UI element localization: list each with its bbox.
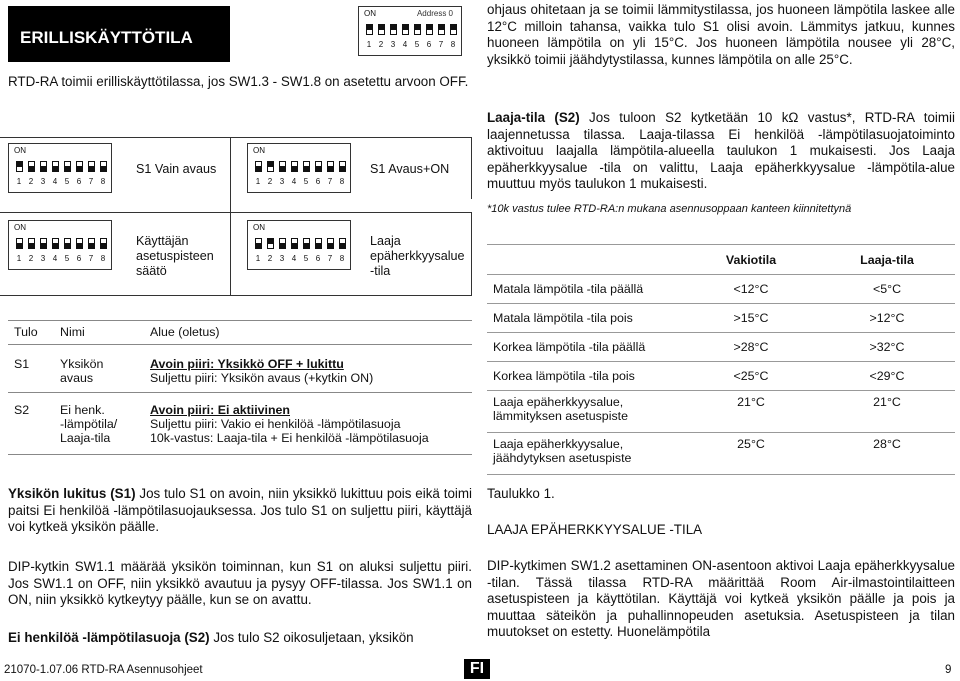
table-row bbox=[487, 333, 955, 362]
body-text: Jos tuloon S2 kytketään 10 kΩ vastus*, RTD-RA toimii laajennetussa tilassa. Laaja-tilassa Ei henkilöä -lämpötilasuojatoiminto aktivoituu laajalla lämpötila-alueella taulukon 1 mukaisesti. Jos Laaja epäherkkyysalue -tila on valittu, Laaja epäherkkyysalue -lämpötila-alue muuttuu myös taulukon 1 mukaisesti. bbox=[487, 110, 955, 191]
cell: Matala lämpötila -tila pois bbox=[487, 304, 683, 333]
body-text: Jos tulo S1 on avoin, niin yksikkö lukittuu pois eikä toimi paitsi Ei henkilöä -lämpötilasuojauksessa. Jos tulo S1 on suljettu piiri, käyttäjä voi kytkeä yksikön päälle. bbox=[8, 486, 472, 534]
line: säätö bbox=[136, 264, 167, 278]
footnote: *10k vastus tulee RTD-RA:n mukana asennusoppaan kanteen kiinnitettynä bbox=[487, 203, 852, 215]
line: 10k-vastus: Laaja-tila + Ei henkilöä -lämpötilasuoja bbox=[150, 431, 429, 445]
body-text: Jos tulo S2 oikosuljetaan, yksikön bbox=[209, 630, 414, 645]
cell: >12°C bbox=[819, 304, 955, 333]
intro-text: RTD-RA toimii erilliskäyttötilassa, jos SW1.3 - SW1.8 on asetettu arvoon OFF. bbox=[8, 74, 469, 89]
dip-number: 2 bbox=[267, 254, 273, 263]
dip-number: 6 bbox=[315, 254, 321, 263]
line: Avoin piiri: Yksikkö OFF + lukittu bbox=[150, 357, 344, 371]
cell-tulo: S1 bbox=[14, 357, 30, 371]
dip-address-label: Address 0 bbox=[416, 9, 453, 18]
dip-number: 1 bbox=[255, 177, 261, 186]
dip-number: 6 bbox=[315, 177, 321, 186]
line: Ei henk. bbox=[60, 403, 105, 417]
dip-on-label: ON bbox=[364, 9, 376, 18]
line: Suljettu piiri: Yksikön avaus (+kytkin ON) bbox=[150, 371, 374, 385]
dip-number: 5 bbox=[303, 254, 309, 263]
dip-number: 5 bbox=[64, 254, 70, 263]
rt-header-empty bbox=[487, 245, 683, 275]
page-title: ERILLISKÄYTTÖTILA bbox=[8, 6, 230, 62]
mode-s1-avaus-on-label: S1 Avaus+ON bbox=[370, 162, 450, 176]
dip-number: 3 bbox=[279, 254, 285, 263]
cell: Laaja epäherkkyysalue, jäähdytyksen asetuspiste bbox=[487, 433, 683, 475]
dip-number: 1 bbox=[255, 254, 261, 263]
dip-number: 4 bbox=[402, 40, 408, 49]
dip-toggle-knob bbox=[379, 25, 384, 30]
col-tulo: Tulo bbox=[14, 325, 38, 339]
line: Laaja-tila bbox=[60, 431, 111, 445]
cell: >28°C bbox=[683, 333, 819, 362]
dip-number: 7 bbox=[438, 40, 444, 49]
bold-heading: Yksikön lukitus (S1) bbox=[8, 486, 136, 501]
table-row bbox=[487, 275, 955, 304]
line: -lämpötila/ bbox=[60, 417, 118, 431]
dip-on-label: ON bbox=[253, 146, 265, 155]
dip-number: 8 bbox=[100, 177, 106, 186]
dip-number: 1 bbox=[16, 177, 22, 186]
right-paragraph-2 bbox=[487, 110, 955, 193]
cell: <5°C bbox=[819, 275, 955, 304]
mode-divider bbox=[230, 137, 231, 296]
cell-nimi bbox=[54, 345, 144, 393]
dip-toggle-knob bbox=[415, 25, 420, 30]
mode-frame bbox=[0, 137, 472, 199]
dip-number: 2 bbox=[28, 177, 34, 186]
table-row bbox=[8, 393, 472, 455]
page-number: 9 bbox=[945, 664, 952, 676]
table-row bbox=[8, 345, 472, 393]
dip-number: 5 bbox=[414, 40, 420, 49]
cell: Matala lämpötila -tila päällä bbox=[487, 275, 683, 304]
rt-header-vakio: Vakiotila bbox=[683, 245, 819, 275]
dip-number: 8 bbox=[339, 254, 345, 263]
col-nimi: Nimi bbox=[60, 325, 85, 339]
dip-on-label: ON bbox=[14, 146, 26, 155]
dip-toggle bbox=[378, 24, 385, 35]
line: avaus bbox=[60, 371, 94, 385]
footer-doc-id: 21070-1.07.06 RTD-RA Asennusohjeet bbox=[4, 664, 203, 676]
line: epäherkkyysalue bbox=[370, 249, 465, 263]
paragraph-eihenk bbox=[8, 630, 472, 647]
dip-toggle-knob bbox=[451, 25, 456, 30]
dip-on-label: ON bbox=[253, 223, 265, 232]
line: -tila bbox=[370, 264, 391, 278]
dip-number: 6 bbox=[76, 177, 82, 186]
cell: 25°C bbox=[683, 433, 819, 475]
dip-number: 4 bbox=[291, 254, 297, 263]
dip-toggle-knob bbox=[427, 25, 432, 30]
dip-number: 2 bbox=[267, 177, 273, 186]
dip-number: 3 bbox=[40, 254, 46, 263]
cell-nimi bbox=[54, 393, 144, 455]
section-title: LAAJA EPÄHERKKYYSALUE -TILA bbox=[487, 522, 703, 537]
col-alue: Alue (oletus) bbox=[150, 325, 220, 339]
table-row bbox=[487, 304, 955, 333]
mode-frame bbox=[0, 212, 472, 296]
dip-toggle-knob bbox=[439, 25, 444, 30]
dip-number: 3 bbox=[279, 177, 285, 186]
dip-number: 7 bbox=[327, 254, 333, 263]
bold-heading: Ei henkilöä -lämpötilasuoja (S2) bbox=[8, 630, 210, 645]
dip-toggle bbox=[426, 24, 433, 35]
cell: Korkea lämpötila -tila pois bbox=[487, 362, 683, 391]
line: Yksikön bbox=[60, 357, 104, 371]
table-row bbox=[487, 362, 955, 391]
table-row bbox=[487, 391, 955, 433]
dip-number: 6 bbox=[76, 254, 82, 263]
dip-number: 8 bbox=[339, 177, 345, 186]
line: Suljettu piiri: Vakio ei henkilöä -lämpötilasuoja bbox=[150, 417, 401, 431]
dip-toggle bbox=[390, 24, 397, 35]
cell: <29°C bbox=[819, 362, 955, 391]
line: Avoin piiri: Ei aktiivinen bbox=[150, 403, 290, 417]
cell: >15°C bbox=[683, 304, 819, 333]
dip-number: 4 bbox=[291, 177, 297, 186]
table-row bbox=[487, 433, 955, 475]
dip-toggle bbox=[402, 24, 409, 35]
dip-number: 4 bbox=[52, 177, 58, 186]
cell-alue bbox=[144, 345, 472, 393]
bold-heading: Laaja-tila (S2) bbox=[487, 110, 580, 125]
dip-on-label: ON bbox=[14, 223, 26, 232]
cell: >32°C bbox=[819, 333, 955, 362]
dip-number: 8 bbox=[450, 40, 456, 49]
dip-number: 4 bbox=[52, 254, 58, 263]
dip-number: 1 bbox=[366, 40, 372, 49]
cell: Laaja epäherkkyysalue, lämmityksen asetuspiste bbox=[487, 391, 683, 433]
dip-toggle bbox=[414, 24, 421, 35]
dip-number: 3 bbox=[390, 40, 396, 49]
dip-number: 7 bbox=[88, 254, 94, 263]
dip-number: 3 bbox=[40, 177, 46, 186]
line: asetuspisteen bbox=[136, 249, 214, 263]
dip-number: 2 bbox=[28, 254, 34, 263]
dip-toggle-knob bbox=[403, 25, 408, 30]
cell: Korkea lämpötila -tila päällä bbox=[487, 333, 683, 362]
dip-switch-address bbox=[358, 6, 462, 56]
temperature-table bbox=[487, 244, 955, 475]
input-table bbox=[8, 320, 472, 455]
dip-number: 6 bbox=[426, 40, 432, 49]
cell: <25°C bbox=[683, 362, 819, 391]
mode-s1-vain-label: S1 Vain avaus bbox=[136, 162, 217, 176]
rt-header-laaja: Laaja-tila bbox=[819, 245, 955, 275]
cell: 21°C bbox=[819, 391, 955, 433]
dip-toggle-knob bbox=[367, 25, 372, 30]
language-badge: FI bbox=[464, 659, 490, 679]
paragraph-lukitus bbox=[8, 486, 472, 536]
dip-number: 7 bbox=[88, 177, 94, 186]
dip-number: 5 bbox=[64, 177, 70, 186]
dip-toggle bbox=[366, 24, 373, 35]
dip-number: 7 bbox=[327, 177, 333, 186]
cell: 21°C bbox=[683, 391, 819, 433]
dip-number: 2 bbox=[378, 40, 384, 49]
dip-number: 1 bbox=[16, 254, 22, 263]
dip-toggle-knob bbox=[391, 25, 396, 30]
cell-alue bbox=[144, 393, 472, 455]
line: Käyttäjän bbox=[136, 234, 189, 248]
dip-toggle bbox=[450, 24, 457, 35]
cell: <12°C bbox=[683, 275, 819, 304]
right-paragraph-1: ohjaus ohitetaan ja se toimii lämmitystilassa, jos huoneen lämpötila laskee alle 12°C milloin tahansa, vaikka tulo S1 olisi avoin. Lämmitys jatkuu, kunnes huoneen lämpötila on yli 15°C. Jos huoneen lämpötila nousee yli 28°C, yksikkö toimii jäähdytystilassa, kunnes lämpötila on alle 25°C. bbox=[487, 2, 955, 67]
cell: 28°C bbox=[819, 433, 955, 475]
dip-number: 5 bbox=[303, 177, 309, 186]
line: Laaja bbox=[370, 234, 401, 248]
dip-number: 8 bbox=[100, 254, 106, 263]
dip-toggle bbox=[438, 24, 445, 35]
right-paragraph-3: DIP-kytkimen SW1.2 asettaminen ON-asentoon aktivoi Laaja epäherkkyysalue -tilan. Tässä tilassa RTD-RA määrittää Room Air-ilmastointilaitteen asetuspisteen ja käyttötilan. Käyttäjä voi kytkeä yksikön päälle ja pois ja muuttaa säteikön ja puhallinnopeuden asetuksia. Asetuspisteen ja tilan muutokset on estetty. Huonelämpötila bbox=[487, 558, 955, 639]
paragraph-dip: DIP-kytkin SW1.1 määrää yksikön toiminnan, kun S1 on aluksi suljettu piiri. Jos SW1.1 on OFF, niin yksikkö avautuu ja pysyy OFF-tilassa. Jos SW1.1 on ON, niin yksikkö kytkeytyy päälle, kun se on avattu. bbox=[8, 559, 472, 607]
table-caption: Taulukko 1. bbox=[487, 486, 555, 501]
cell-tulo: S2 bbox=[14, 403, 30, 417]
